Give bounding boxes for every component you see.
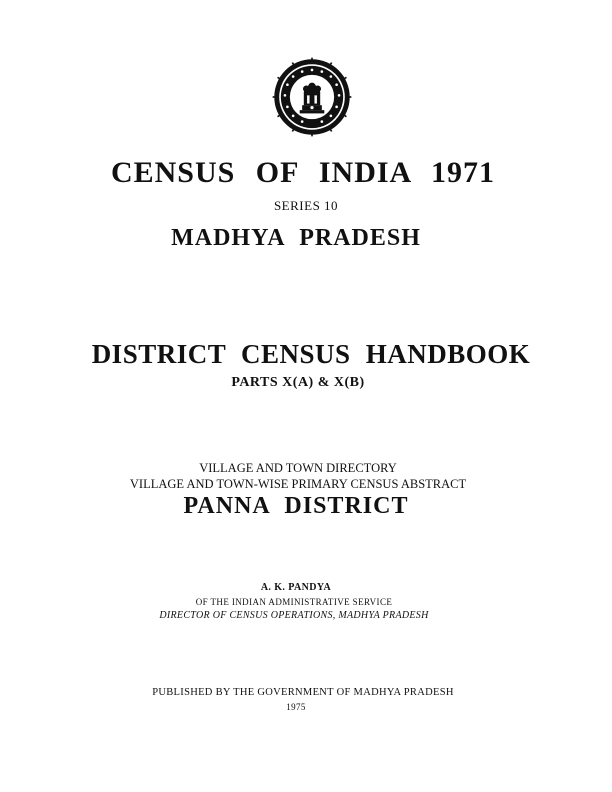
parts-label: PARTS X(A) & X(B) (231, 375, 365, 390)
publication-year: 1975 (286, 702, 306, 712)
author-service: OF THE INDIAN ADMINISTRATIVE SERVICE (195, 597, 393, 607)
publisher-line: PUBLISHED BY THE GOVERNMENT OF MADHYA PRADESH (152, 687, 454, 698)
directory-line: VILLAGE AND TOWN DIRECTORY (199, 461, 397, 475)
state-title: MADHYA PRADESH (171, 225, 421, 251)
series-label: SERIES 10 (273, 198, 339, 213)
author-name: A. K. PANDYA (260, 582, 332, 593)
handbook-title: DISTRICT CENSUS HANDBOOK (91, 339, 531, 369)
author-designation: DIRECTOR OF CENSUS OPERATIONS, MADHYA PRADESH (159, 610, 429, 621)
abstract-line: VILLAGE AND TOWN-WISE PRIMARY CENSUS ABSTRACT (129, 477, 467, 491)
census-title: CENSUS OF INDIA 1971 (110, 156, 496, 189)
district-title: PANNA DISTRICT (183, 493, 409, 519)
emblem-seal-icon (271, 56, 353, 138)
